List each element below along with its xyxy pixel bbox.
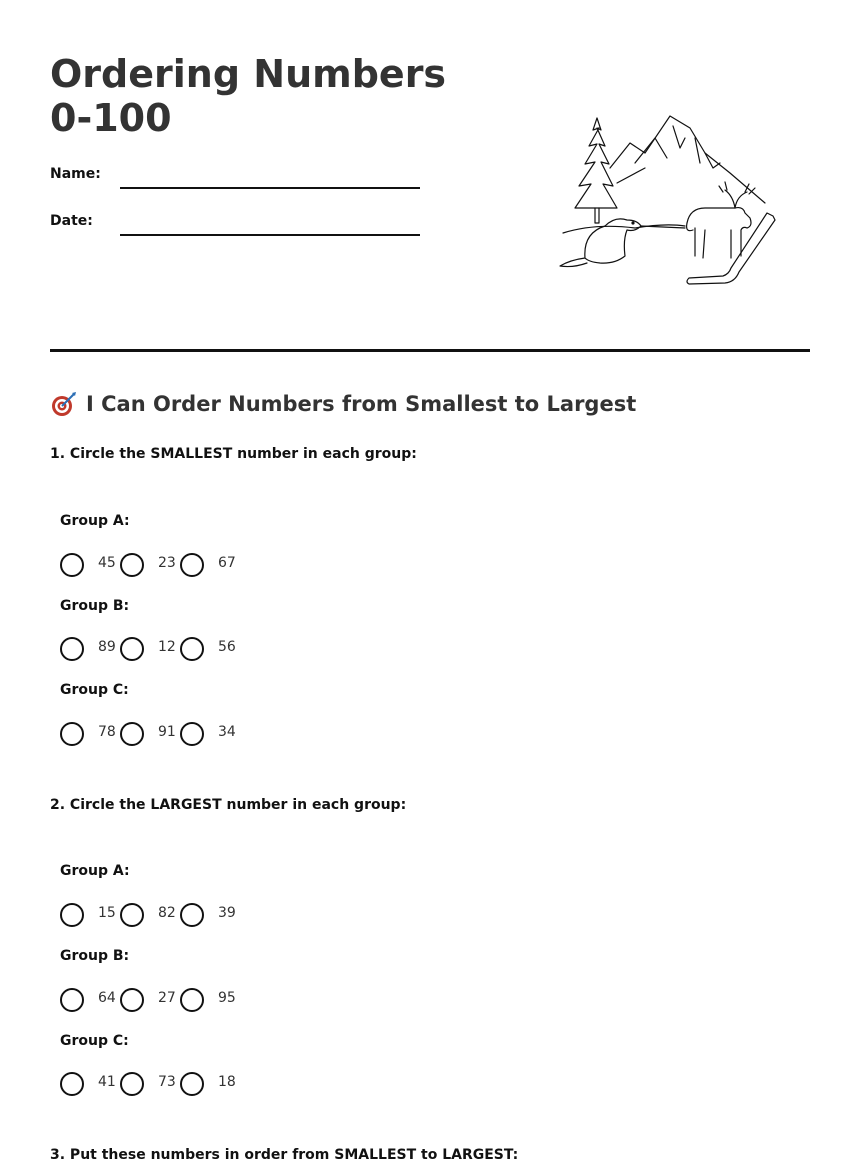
- q2-group-a-radio-1[interactable]: [60, 903, 84, 927]
- q1-group-c-radio-1[interactable]: [60, 722, 84, 746]
- q2-group-b-number-2: 27: [158, 990, 176, 1006]
- q2-group-b-radio-3[interactable]: [180, 988, 204, 1012]
- q2-group-c-label: Group C:: [60, 1033, 129, 1049]
- q2-group-c-radio-2[interactable]: [120, 1072, 144, 1096]
- target-dart-icon: [50, 390, 78, 418]
- q2-group-b-radio-2[interactable]: [120, 988, 144, 1012]
- q2-group-b-options: [60, 988, 260, 1014]
- q2-group-b-number-3: 95: [218, 990, 236, 1006]
- q1-group-c-radio-2[interactable]: [120, 722, 144, 746]
- q1-group-a-number-2: 23: [158, 555, 176, 571]
- q2-group-c-number-1: 41: [98, 1074, 116, 1090]
- question-3-prompt: 3. Put these numbers in order from SMALLEST to LARGEST:: [50, 1147, 519, 1163]
- q1-group-c-radio-3[interactable]: [180, 722, 204, 746]
- q1-group-b-label: Group B:: [60, 598, 130, 614]
- q2-group-b-number-1: 64: [98, 990, 116, 1006]
- q1-group-c-number-1: 78: [98, 724, 116, 740]
- q1-group-c-options: [60, 722, 260, 748]
- q2-group-a-label: Group A:: [60, 863, 130, 879]
- q1-group-a-number-3: 67: [218, 555, 236, 571]
- q2-group-b-label: Group B:: [60, 948, 130, 964]
- q1-group-b-number-3: 56: [218, 639, 236, 655]
- q1-group-a-options: [60, 553, 260, 579]
- name-field[interactable]: [120, 187, 420, 189]
- q2-group-c-number-3: 18: [218, 1074, 236, 1090]
- q1-group-a-number-1: 45: [98, 555, 116, 571]
- q1-group-c-label: Group C:: [60, 682, 129, 698]
- q2-group-a-number-3: 39: [218, 905, 236, 921]
- section-heading: [50, 390, 636, 418]
- q2-group-a-radio-2[interactable]: [120, 903, 144, 927]
- q1-group-b-radio-2[interactable]: [120, 637, 144, 661]
- q1-group-b-options: [60, 637, 260, 663]
- q2-group-c-radio-3[interactable]: [180, 1072, 204, 1096]
- q2-group-c-radio-1[interactable]: [60, 1072, 84, 1096]
- q1-group-b-number-2: 12: [158, 639, 176, 655]
- q1-group-b-number-1: 89: [98, 639, 116, 655]
- worksheet-title: Ordering Numbers 0-100: [50, 52, 447, 140]
- q1-group-b-radio-3[interactable]: [180, 637, 204, 661]
- date-field[interactable]: [120, 234, 420, 236]
- name-label: Name:: [50, 166, 101, 182]
- q1-group-c-number-3: 34: [218, 724, 236, 740]
- question-1-prompt: 1. Circle the SMALLEST number in each group:: [50, 446, 417, 462]
- q1-group-a-radio-3[interactable]: [180, 553, 204, 577]
- q1-group-c-number-2: 91: [158, 724, 176, 740]
- q2-group-a-number-2: 82: [158, 905, 176, 921]
- q2-group-a-radio-3[interactable]: [180, 903, 204, 927]
- q1-group-a-label: Group A:: [60, 513, 130, 529]
- q1-group-b-radio-1[interactable]: [60, 637, 84, 661]
- q2-group-a-options: [60, 903, 260, 929]
- q1-group-a-radio-2[interactable]: [120, 553, 144, 577]
- header-divider: [50, 349, 810, 352]
- section-heading-text: I Can Order Numbers from Smallest to Largest: [86, 392, 637, 416]
- q2-group-c-number-2: 73: [158, 1074, 176, 1090]
- q2-group-a-number-1: 15: [98, 905, 116, 921]
- mountain-scene-illustration: [555, 108, 780, 290]
- q1-group-a-radio-1[interactable]: [60, 553, 84, 577]
- q2-group-c-options: [60, 1072, 260, 1098]
- q2-group-b-radio-1[interactable]: [60, 988, 84, 1012]
- date-label: Date:: [50, 213, 93, 229]
- question-2-prompt: 2. Circle the LARGEST number in each group:: [50, 797, 407, 813]
